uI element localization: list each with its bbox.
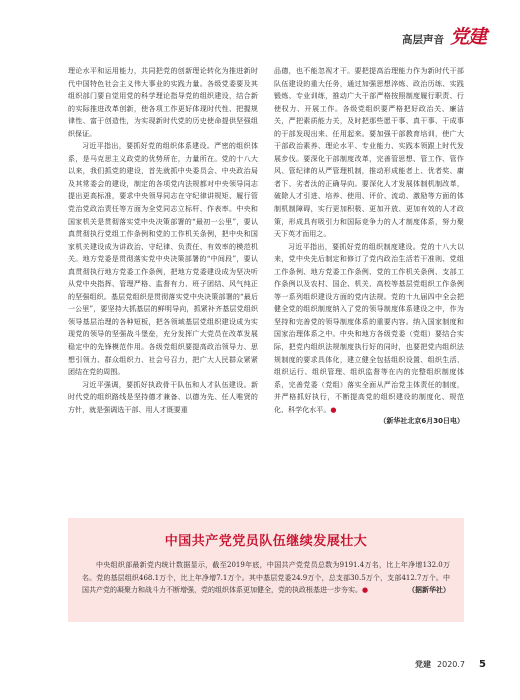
paragraph: 理论水平和运用能力，共同把党的创新理论转化为推进新时代中国特色社会主义伟大事业的实践力量。各级党委要及其组织部门要自觉用党的科学理论指导党的组织建设，结合新的实际推进改革创新，使各项工作更好体现时代性、把握规律性、富于创造性，为实现新时代党的历史使命提供坚强组织保证。 <box>68 67 258 138</box>
page-footer <box>415 659 486 670</box>
box-title: 中国共产党党员队伍继续发展壮大 <box>164 534 368 549</box>
footer-issue: 2020.7 <box>437 660 466 669</box>
end-mark-icon: ● <box>330 405 337 414</box>
paragraph: 习近平指出，要抓好党的组织体系建设。严密的组织体系，是马克思主义政党的优势所在，力量所在。党的十八大以来，我们抓党的建设，首先就抓中央委员会、中央政治局及其常委会的建设，制定的各项党内法规都对中央领导同志提出更高标准，要求中央领导同志在守纪律讲规矩、履行管党治党政治责任等方面为全党同志立标杆、作表率。中央和国家机关是贯彻落实党中央决策部署的“最初一公里”，要认真贯彻执行党组工作条例和党的工作机关条例，把中央和国家机关建设成为讲政治、守纪律、负责任、有效率的模范机关。地方党委是贯彻落实党中央决策部署的“中间段”，要认真贯彻执行地方党委工作条例，把地方党委建设成为坚决听从党中央指挥、管理严格、监督有力、班子团结、风气纯正的坚强组织。基层党组织是贯彻落实党中央决策部署的“最后一公里”，要坚持大抓基层的鲜明导向，抓紧补齐基层党组织领导基层治理的各种短板，把各领域基层党组织建设成为实现党的领导的坚强战斗堡垒，充分发挥广大党员在改革发展稳定中的先锋模范作用。各级党组织要提高政治领导力、思想引领力、群众组织力、社会号召力，把广大人民群众紧紧团结在党的周围。 <box>68 142 258 377</box>
section-name: 高层声音 <box>401 34 444 46</box>
paragraph <box>274 241 464 417</box>
box-body <box>82 559 450 597</box>
page-header <box>402 22 486 49</box>
footer-magazine: 党建 <box>415 660 432 669</box>
article-column-left <box>68 65 258 505</box>
paragraph-text: 习近平指出，要抓好党的组织制度建设。党的十八大以来，党中央先后制定和修订了党内政治生活若干准则、党组工作条例、地方党委工作条例、党的工作机关条例、支部工作条例以及农村、国企、机关、高校等基层党组织工作条例等一系列组织建设方面的党内法规。党的十九届四中全会把健全党的组织制度纳入了党的领导制度体系建设之中，作为坚持和完善党的领导制度体系的重要内容。纳入国家制度和国家治理体系之中。中央和地方各级党委（党组）要结合实际，把党内组织法规制度执行好的同时，也要把党内组织法规制度的要求具体化，建立健全包括组织设置、组织生活、组织运行、组织管理、组织监督等在内的完整组织制度体系，完善党委（党组）落实全面从严治党主体责任的制度，并严格抓好执行，不断提高党的组织建设的制度化、规范化、科学化水平。 <box>274 242 464 414</box>
article-source: （新华社北京6月30日电） <box>379 417 464 426</box>
box-body-text: 中央组织部最新党内统计数据显示，截至2019年底，中国共产党党员总数为9191.4万名，比上年净增132.0万名。党的基层组织468.1万个，比上年净增7.1万个。其中基层党委24.9万个，总支部30.5万个，支部412.7万个。中国共产党的凝聚力和战斗力不断增强，党的组织体系更加健全，党的执政根基进一步夯实。 <box>82 561 450 594</box>
box-source: （据新华社） <box>408 586 450 594</box>
end-mark-icon: ● <box>362 586 369 594</box>
paragraph: 习近平强调，要抓好执政骨干队伍和人才队伍建设。新时代党的组织路线是坚持德才兼备、以德为先、任人唯贤的方针，就是强调选干部、用人才既要重 <box>68 380 258 414</box>
article-column-right <box>274 65 464 505</box>
paragraph: 品德，也不能忽视才干。要把提高治理能力作为新时代干部队伍建设的重大任务，通过加强思想淬炼、政治历练、实践锻炼、专业训练，推动广大干部严格按照制度履行职责、行使权力、开展工作。各级党组织要严格把好政治关、廉洁关，严把素质能力关，及时把那些愿干事、真干事、干成事的干部发现出来、任用起来。要加强干部教育培训，使广大干部政治素养、理论水平、专业能力、实践本领跟上时代发展步伐。要深化干部制度改革，完善管思想、管工作、管作风、管纪律的从严管理机制，推动形成能者上、优者奖、庸者下、劣者汰的正确导向。要深化人才发展体制机制改革，破除人才引进、培养、使用、评价、流动、激励等方面的体制机制障碍，实行更加积极、更加开放、更加有效的人才政策，形成具有吸引力和国际竞争力的人才制度体系，努力聚天下英才而用之。 <box>274 67 464 239</box>
sidebar-box <box>68 518 464 622</box>
magazine-logo: 党建 <box>449 26 486 48</box>
page-number: 5 <box>479 659 486 670</box>
article-columns <box>68 65 464 505</box>
